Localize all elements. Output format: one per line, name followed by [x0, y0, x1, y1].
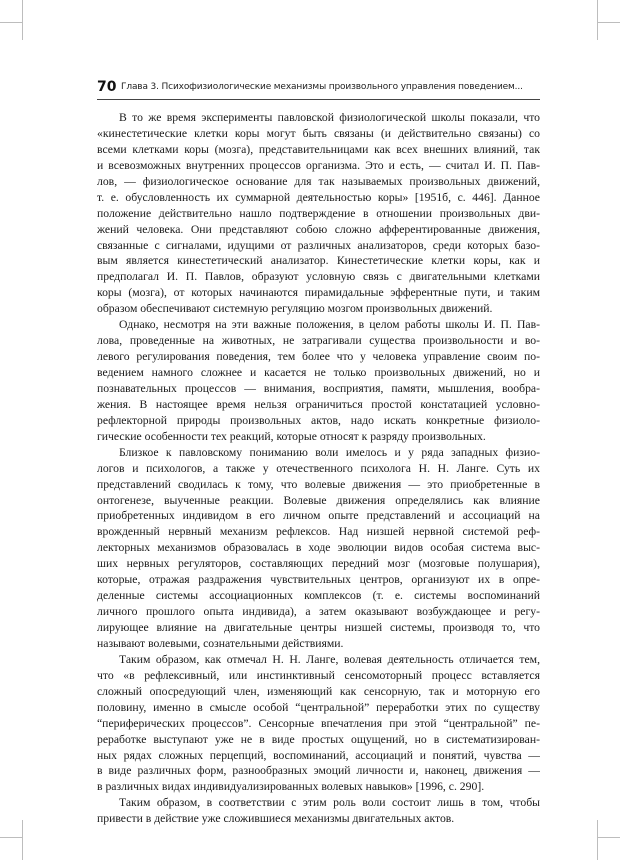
crop-mark	[597, 0, 598, 40]
text-line: логов и психологов, а также у отечественного психолога Н. Н. Ланге. Суть их	[97, 461, 540, 475]
page-number: 70	[97, 79, 117, 95]
text-line: реработке выступают уже не в виде простых ощущений, но в систематизирован-	[97, 732, 540, 746]
text-line: Таким образом, в соответствии с этим роль воли состоит лишь в том, чтобы	[119, 796, 540, 810]
paragraph	[97, 652, 540, 795]
text-line: половину, именно в смысле особой “центральной” переработки этих по существу	[97, 700, 540, 714]
text-line: лирующее влияние на двигательные центры низшей системы, производя то, что	[97, 621, 540, 634]
text-line: левого регулирования поведения, тем более что у человека управление своим по-	[97, 350, 540, 364]
text-line: ших нервных регуляторов, составляющих передний мозг (мозговые полушария),	[97, 557, 540, 571]
text-line: познавательных процессов — внимания, восприятия, памяти, мышления, вообра-	[97, 381, 540, 395]
text-line: и всевозможных внутренних процессов организма. Это и есть, — считал И. П. Пав-	[97, 158, 540, 172]
text-line: приобретенных индивидом в его личном опыте представлений и ассоциаций на	[97, 509, 540, 523]
text-line: ведением намного сложнее и касается не только произвольных движений, но и	[97, 366, 540, 379]
text-line: “периферических процессов”. Сенсорные впечатления при этой “центральной” пе-	[97, 716, 540, 730]
text-line: положение действительно нашло подтверждение в отношении произвольных дви-	[97, 206, 540, 220]
text-line: привести в действие уже сложившиеся механизмы двигательных актов.	[97, 812, 455, 826]
text-line: ных рядах сложных перцепций, воспоминаний, ассоциаций и понятий, чувства —	[97, 748, 540, 762]
text-line: лова, проведенные на животных, не затрагивали существа произвольности и во-	[97, 334, 540, 348]
text-line: лов, — физиологическое основание для так называемых произвольных движений,	[97, 174, 540, 188]
paragraph	[97, 110, 540, 317]
text-line: всеми клетками коры (мозга), представительницами как всех внешних влияний, так	[97, 142, 540, 156]
text-line: т. е. обусловленность их суммарной деятельностью коры» [1951б, с. 446]. Данное	[97, 190, 540, 204]
text-line: Однако, несмотря на эти важные положения, в целом работы школы И. П. Пав-	[119, 318, 540, 332]
text-line: врожденный нервный механизм рефлексов. Над низшей нервной системой реф-	[97, 525, 540, 539]
text-line: сложный опосредующий член, изменяющий как сенсорную, так и моторную его	[97, 684, 540, 698]
crop-mark	[0, 22, 22, 23]
text-line: связанные с сигналами, идущими от различных анализаторов, среди которых базо-	[97, 238, 540, 252]
running-header	[97, 78, 540, 98]
text-line: гические особенности тех реакций, которые относят к разряду произвольных.	[97, 429, 486, 443]
chapter-title: Глава 3. Психофизиологические механизмы произвольного управления поведением...	[121, 82, 523, 92]
text-line: представлений сводилась к тому, что волевые движения — это приобретенные в	[97, 477, 540, 491]
crop-mark	[598, 837, 620, 838]
crop-mark	[598, 22, 620, 23]
text-line: личного прошлого опыта индивида), а затем оказывают возбуждающее и регу-	[97, 605, 540, 619]
text-line: что «в рефлексивный, или инстинктивный сенсомоторный процесс вставляется	[97, 668, 540, 682]
text-line: Близкое к павловскому пониманию воли имелось и у ряда западных физио-	[119, 445, 540, 459]
text-line: жений человека. Они представляют собою сложно афферентированные движения,	[97, 222, 540, 236]
crop-mark	[0, 837, 22, 838]
text-line: в виде различных форм, разнообразных эмоций личности и, наконец, движения —	[97, 764, 540, 778]
text-line: деленные системы ассоциационных комплексов (т. е. системы воспоминаний	[97, 589, 540, 603]
text-line: в различных видах индивидуализированных волевых навыков» [1996, с. 290].	[97, 780, 485, 794]
text-line: лекторных механизмов образовалась в ходе эволюции видов особая система выс-	[97, 541, 540, 555]
paragraph	[97, 445, 540, 652]
text-line: онтогенезе, выученные реакции. Волевые движения определялись как влияние	[97, 493, 540, 507]
text-line: предполагал И. П. Павлов, образуют условную связь с двигательными клетками	[97, 270, 540, 284]
text-line: коры (мозга), от которых начинаются пирамидальные эфферентные пути, и таким	[97, 286, 540, 300]
crop-mark	[597, 820, 598, 860]
text-line: рефлекторной природы произвольных актов, надо искать конкретные физиоло-	[97, 413, 540, 427]
text-line: В то же время эксперименты павловской физиологической школы показали, что	[119, 111, 540, 124]
crop-mark	[22, 0, 23, 40]
body-text	[97, 110, 540, 827]
paragraph	[97, 317, 540, 445]
text-line: Таким образом, как отмечал Н. Н. Ланге, волевая деятельность отличается тем,	[119, 652, 540, 666]
text-line: называют волевыми, сознательными действиями.	[97, 636, 344, 650]
text-line: образом обеспечивают системную регуляцию мозгом произвольных движений.	[97, 302, 493, 316]
crop-mark	[22, 820, 23, 860]
text-line: жения. В настоящее время нельзя ограничиться простой констатацией условно-	[97, 397, 540, 411]
paragraph	[97, 795, 540, 827]
header-rule	[97, 99, 540, 100]
text-line: которые, отражая раздражения чувствительных центров, организуют их в опре-	[97, 573, 540, 587]
text-line: вым является кинестетический анализатор. Кинестетические клетки коры, как и	[97, 254, 540, 268]
text-line: «кинестетические клетки коры могут быть связаны (и действительно связаны) со	[97, 126, 540, 140]
